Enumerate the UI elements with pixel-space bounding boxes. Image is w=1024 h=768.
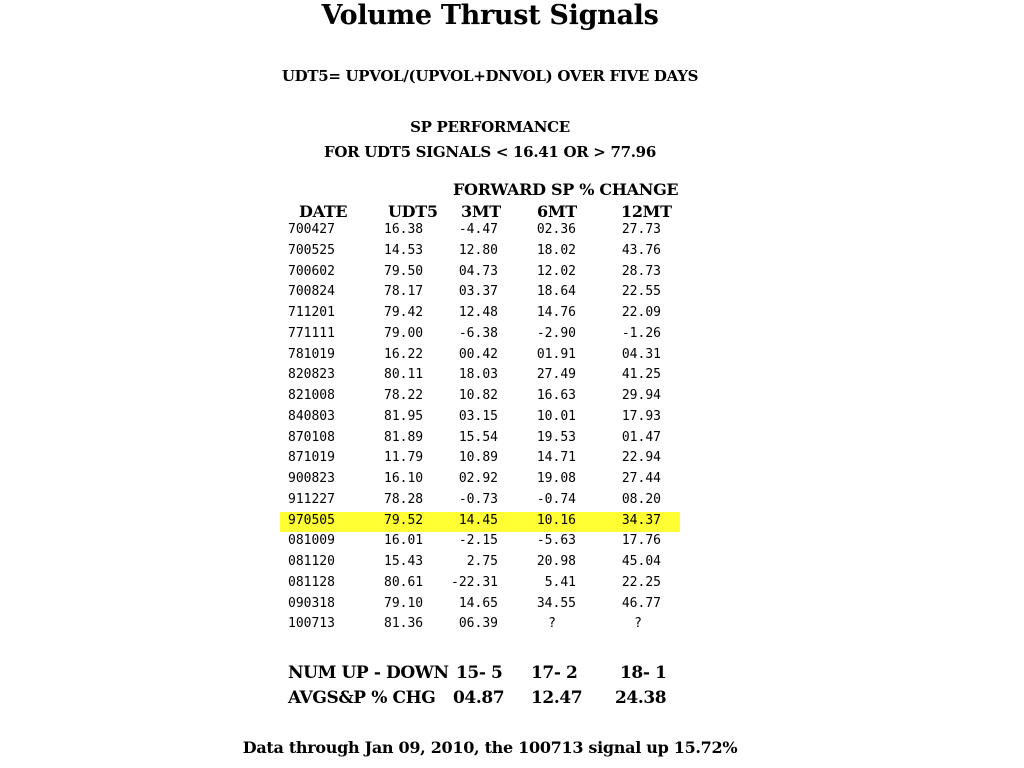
change-12mt-cell: 22.55 <box>621 284 661 300</box>
udt5-cell: 80.61 <box>384 574 424 590</box>
date-cell: 100713 <box>288 616 335 632</box>
change-6mt-cell: 12.02 <box>536 263 576 279</box>
change-3mt-cell: 00.42 <box>458 346 498 362</box>
num-up-down-3mt: 15- 5 <box>456 663 503 683</box>
udt5-cell: 81.95 <box>384 408 424 424</box>
change-12mt-cell: 29.94 <box>621 388 661 403</box>
signal-table <box>280 221 680 636</box>
table-row <box>280 304 680 325</box>
change-12mt-cell: 46.77 <box>621 595 661 611</box>
table-row <box>280 346 680 367</box>
change-6mt-cell: 16.63 <box>536 388 576 403</box>
change-6mt-cell: 18.64 <box>536 284 576 300</box>
change-6mt-cell: 02.36 <box>536 222 576 237</box>
udt5-cell: 16.38 <box>384 222 424 237</box>
change-3mt-cell: -22.31 <box>451 574 498 590</box>
change-12mt-cell: 01.47 <box>621 429 661 445</box>
change-6mt-cell: 19.53 <box>536 429 576 445</box>
date-cell: 820823 <box>288 367 335 383</box>
change-6mt-cell: -0.74 <box>536 491 576 507</box>
change-12mt-cell: 17.93 <box>621 408 661 424</box>
udt5-cell: 79.52 <box>384 512 424 528</box>
change-12mt-cell: 08.20 <box>621 491 661 507</box>
udt5-cell: 79.10 <box>384 595 424 611</box>
change-3mt-cell: 03.37 <box>458 284 498 300</box>
page-title: Volume Thrust Signals <box>321 0 659 31</box>
change-6mt-cell: 10.01 <box>536 408 576 424</box>
table-row <box>280 449 680 470</box>
udt5-cell: 79.00 <box>384 325 424 341</box>
date-cell: 081128 <box>288 574 335 590</box>
table-row <box>280 387 680 408</box>
change-6mt-cell: 01.91 <box>536 346 576 362</box>
change-6mt-cell: 19.08 <box>536 471 576 486</box>
change-12mt-cell: 27.73 <box>621 222 661 237</box>
table-row <box>280 615 680 636</box>
date-cell: 081120 <box>288 554 335 569</box>
column-header-date: DATE <box>299 202 348 221</box>
table-row <box>280 574 680 595</box>
date-cell: 970505 <box>288 512 335 528</box>
date-cell: 081009 <box>288 533 335 549</box>
udt5-cell: 16.01 <box>384 533 424 549</box>
change-3mt-cell: 14.45 <box>458 512 498 528</box>
change-12mt-cell: 04.31 <box>621 346 661 362</box>
change-3mt-cell: 04.73 <box>458 263 498 279</box>
udt5-cell: 79.42 <box>384 305 424 320</box>
change-3mt-cell: 2.75 <box>466 554 498 569</box>
change-6mt-cell: 10.16 <box>536 512 576 528</box>
avg-change-12mt: 24.38 <box>615 688 667 708</box>
date-cell: 711201 <box>288 305 335 320</box>
udt5-cell: 16.10 <box>384 471 424 486</box>
change-12mt-cell: 43.76 <box>621 242 661 258</box>
table-row <box>280 532 680 553</box>
date-cell: 700824 <box>288 284 335 300</box>
forward-change-header: FORWARD SP % CHANGE <box>453 180 679 199</box>
num-up-down-label: NUM UP - DOWN <box>288 663 449 683</box>
table-row <box>280 325 680 346</box>
date-cell: 911227 <box>288 491 335 507</box>
column-header-6mt: 6MT <box>537 202 577 221</box>
change-3mt-cell: 10.89 <box>458 450 498 466</box>
avg-change-3mt: 04.87 <box>453 688 505 708</box>
change-3mt-cell: -4.47 <box>458 222 498 237</box>
date-cell: 700525 <box>288 242 335 258</box>
table-row <box>280 283 680 304</box>
change-3mt-cell: 15.54 <box>458 429 498 445</box>
udt5-cell: 14.53 <box>384 242 424 258</box>
change-3mt-cell: 14.65 <box>458 595 498 611</box>
change-3mt-cell: -2.15 <box>458 533 498 549</box>
udt5-cell: 11.79 <box>384 450 424 466</box>
udt5-cell: 16.22 <box>384 346 424 362</box>
change-6mt-cell: ? <box>548 616 556 632</box>
change-6mt-cell: 14.71 <box>536 450 576 466</box>
table-row-highlighted <box>280 512 680 533</box>
change-12mt-cell: 41.25 <box>621 367 661 383</box>
date-cell: 840803 <box>288 408 335 424</box>
udt5-cell: 15.43 <box>384 554 424 569</box>
table-row <box>280 429 680 450</box>
udt5-cell: 78.28 <box>384 491 424 507</box>
change-3mt-cell: 02.92 <box>458 471 498 486</box>
change-6mt-cell: 20.98 <box>536 554 576 569</box>
change-6mt-cell: 27.49 <box>536 367 576 383</box>
change-3mt-cell: 12.80 <box>458 242 498 258</box>
change-3mt-cell: -6.38 <box>458 325 498 341</box>
num-up-down-12mt: 18- 1 <box>620 663 667 683</box>
change-3mt-cell: 10.82 <box>458 388 498 403</box>
avg-change-label: AVGS&P % CHG <box>288 688 436 708</box>
performance-subtitle: FOR UDT5 SIGNALS < 16.41 OR > 77.96 <box>324 143 656 161</box>
date-cell: 900823 <box>288 471 335 486</box>
change-6mt-cell: -5.63 <box>536 533 576 549</box>
change-6mt-cell: 5.41 <box>544 574 576 590</box>
formula-text: UDT5= UPVOL/(UPVOL+DNVOL) OVER FIVE DAYS <box>281 67 699 85</box>
change-12mt-cell: 22.25 <box>621 574 661 590</box>
table-row <box>280 491 680 512</box>
table-row <box>280 595 680 616</box>
change-3mt-cell: 18.03 <box>458 367 498 383</box>
change-3mt-cell: 03.15 <box>458 408 498 424</box>
change-3mt-cell: 12.48 <box>458 305 498 320</box>
change-12mt-cell: 27.44 <box>621 471 661 486</box>
change-6mt-cell: -2.90 <box>536 325 576 341</box>
date-cell: 870108 <box>288 429 335 445</box>
change-3mt-cell: 06.39 <box>458 616 498 632</box>
udt5-cell: 81.36 <box>384 616 424 632</box>
change-12mt-cell: 17.76 <box>621 533 661 549</box>
udt5-cell: 79.50 <box>384 263 424 279</box>
udt5-cell: 78.17 <box>384 284 424 300</box>
date-cell: 700602 <box>288 263 335 279</box>
date-cell: 700427 <box>288 222 335 237</box>
udt5-cell: 81.89 <box>384 429 424 445</box>
change-12mt-cell: 22.09 <box>621 305 661 320</box>
change-12mt-cell: 28.73 <box>621 263 661 279</box>
table-row <box>280 366 680 387</box>
date-cell: 771111 <box>288 325 335 341</box>
performance-title: SP PERFORMANCE <box>410 118 570 136</box>
udt5-cell: 78.22 <box>384 388 424 403</box>
change-12mt-cell: 34.37 <box>621 512 661 528</box>
change-12mt-cell: 22.94 <box>621 450 661 466</box>
change-12mt-cell: 45.04 <box>621 554 661 569</box>
change-12mt-cell: ? <box>634 616 642 632</box>
date-cell: 781019 <box>288 346 335 362</box>
column-header-12mt: 12MT <box>621 202 672 221</box>
date-cell: 090318 <box>288 595 335 611</box>
table-row <box>280 470 680 491</box>
udt5-cell: 80.11 <box>384 367 424 383</box>
table-row <box>280 408 680 429</box>
change-12mt-cell: -1.26 <box>621 325 661 341</box>
column-header-udt5: UDT5 <box>388 202 438 221</box>
change-3mt-cell: -0.73 <box>458 491 498 507</box>
table-row <box>280 242 680 263</box>
table-row <box>280 263 680 284</box>
change-6mt-cell: 14.76 <box>536 305 576 320</box>
table-row <box>280 553 680 574</box>
change-6mt-cell: 34.55 <box>536 595 576 611</box>
date-cell: 871019 <box>288 450 335 466</box>
table-row <box>280 221 680 242</box>
footer-note: Data through Jan 09, 2010, the 100713 signal up 15.72% <box>242 738 738 757</box>
date-cell: 821008 <box>288 388 335 403</box>
change-6mt-cell: 18.02 <box>536 242 576 258</box>
column-header-3mt: 3MT <box>461 202 501 221</box>
num-up-down-6mt: 17- 2 <box>531 663 578 683</box>
avg-change-6mt: 12.47 <box>531 688 583 708</box>
